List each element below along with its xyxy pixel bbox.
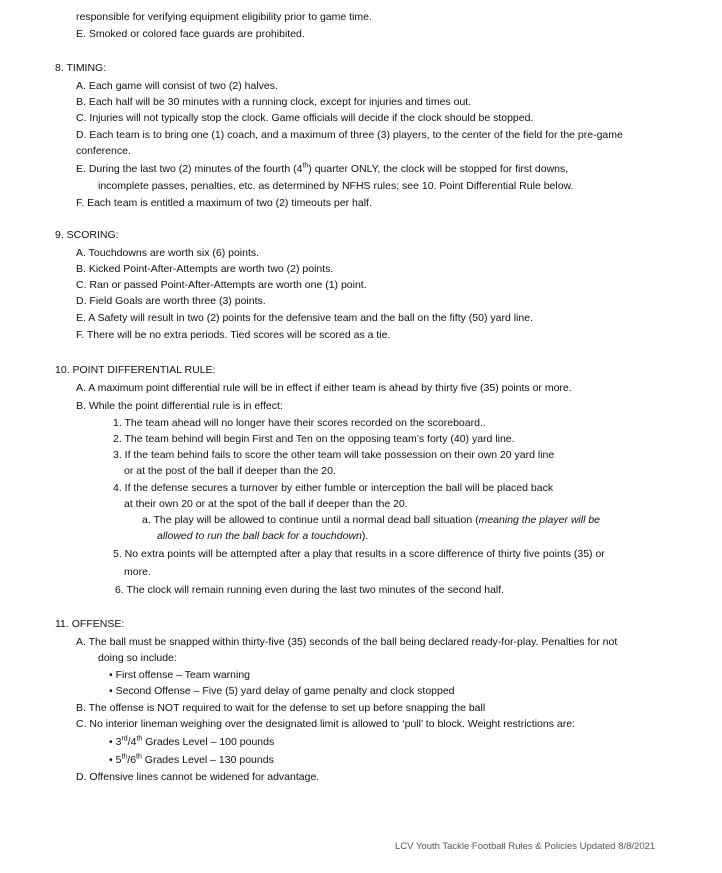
weight-3-4-text: • 3: [109, 736, 122, 748]
section-heading-differential: 10. POINT DIFFERENTIAL RULE:: [55, 364, 216, 376]
section-heading-timing: 8. TIMING:: [55, 62, 107, 74]
superscript: th: [136, 735, 143, 743]
page-footer: LCV Youth Tackle Football Rules & Policies Updated 8/8/2021: [395, 841, 656, 852]
offense-rule-d: D. Offensive lines cannot be widened for advantage.: [76, 771, 320, 783]
differential-item-5-cont: more.: [124, 566, 151, 578]
offense-rule-a-cont: doing so include:: [98, 652, 177, 664]
rule-e-face-guards: E. Smoked or colored face guards are prohibited.: [76, 28, 305, 40]
weight-3-4-mid: /4: [127, 736, 137, 748]
timing-rule-f: F. Each team is entitled a maximum of two (2) timeouts per half.: [76, 197, 372, 209]
offense-rule-b: B. The offense is NOT required to wait for the defense to set up before snapping the ball: [76, 702, 486, 714]
weight-5-6-mid: /6: [127, 754, 137, 766]
scoring-rule-f: F. There will be no extra periods. Tied scores will be scored as a tie.: [76, 329, 391, 341]
weight-5-6-text: • 5: [109, 754, 122, 766]
timing-rule-d-cont: conference.: [76, 145, 131, 157]
differential-rule-a: A. A maximum point differential rule will be in effect if either team is ahead by thirty five (35) points or more.: [76, 382, 572, 394]
weight-3-4-post: Grades Level – 100 pounds: [142, 736, 275, 748]
differential-item-4a-text: a. The play will be allowed to continue until a normal dead ball situation (: [142, 514, 479, 526]
offense-rule-a: A. The ball must be snapped within thirty-five (35) seconds of the ball being declared ready-for-play. Penalties for not: [76, 636, 618, 648]
section-heading-offense: 11. OFFENSE:: [55, 618, 125, 630]
differential-item-4a-close: ).: [361, 530, 369, 542]
timing-rule-d: D. Each team is to bring one (1) coach, and a maximum of three (3) players, to the center of the field for the pre-game: [76, 129, 623, 141]
timing-rule-a: A. Each game will consist of two (2) halves.: [76, 80, 278, 92]
superscript: th: [121, 753, 128, 761]
timing-rule-e-text-cont: ) quarter ONLY, the clock will be stopped for first downs,: [308, 163, 569, 175]
differential-item-4a: [142, 513, 600, 527]
scoring-rule-a: A. Touchdowns are worth six (6) points.: [76, 247, 260, 259]
scoring-rule-e: E. A Safety will result in two (2) points for the defensive team and the ball on the fifty (50) yard line.: [76, 312, 533, 324]
offense-bullet-weight-3-4: [109, 735, 274, 749]
timing-rule-e: [76, 162, 568, 176]
timing-rule-b: B. Each half will be 30 minutes with a running clock, except for injuries and times out.: [76, 96, 472, 108]
superscript: th: [136, 753, 142, 761]
scoring-rule-c: C. Ran or passed Point-After-Attempts are worth one (1) point.: [76, 279, 367, 291]
scoring-rule-b: B. Kicked Point-After-Attempts are worth two (2) points.: [76, 263, 334, 275]
differential-item-3-cont: or at the post of the ball if deeper than the 20.: [124, 465, 336, 477]
differential-item-1: 1. The team ahead will no longer have their scores recorded on the scoreboard..: [113, 417, 486, 429]
differential-item-4a-italic: meaning the player will be: [478, 514, 600, 526]
intro-line: responsible for verifying equipment eligibility prior to game time.: [76, 11, 372, 23]
weight-5-6-post: Grades Level – 130 pounds: [141, 754, 274, 766]
differential-item-4a-cont: [157, 529, 368, 543]
offense-bullet-second-offense: • Second Offense – Five (5) yard delay of game penalty and clock stopped: [109, 685, 455, 697]
offense-bullet-weight-5-6: [109, 753, 274, 767]
differential-rule-b: B. While the point differential rule is in effect:: [76, 400, 283, 412]
timing-rule-c: C. Injuries will not typically stop the clock. Game officials will decide if the clock should be stopped.: [76, 112, 534, 124]
differential-item-3: 3. If the team behind fails to score the other team will take possession on their own 20 yard line: [113, 449, 555, 461]
superscript: rd: [121, 735, 128, 743]
differential-item-5: 5. No extra points will be attempted after a play that results in a score difference of thirty five points (35) or: [113, 548, 605, 560]
differential-item-4a-italic-cont: allowed to run the ball back for a touchdown: [157, 530, 362, 542]
section-heading-scoring: 9. SCORING:: [55, 229, 119, 241]
differential-item-6: 6. The clock will remain running even during the last two minutes of the second half.: [115, 584, 505, 596]
differential-item-4: 4. If the defense secures a turnover by either fumble or interception the ball will be placed back: [113, 482, 554, 494]
differential-item-4-cont: at their own 20 or at the spot of the ball if deeper than the 20.: [124, 498, 408, 510]
offense-bullet-first-offense: • First offense – Team warning: [109, 669, 251, 681]
timing-rule-e-cont: incomplete passes, penalties, etc. as determined by NFHS rules; see 10. Point Differential Rule below.: [98, 180, 574, 192]
scoring-rule-d: D. Field Goals are worth three (3) points.: [76, 295, 266, 307]
differential-item-2: 2. The team behind will begin First and Ten on the opposing team’s forty (40) yard line.: [113, 433, 515, 445]
superscript: th: [302, 162, 309, 170]
offense-rule-c: C. No interior lineman weighing over the designated limit is allowed to ‘pull’ to block. Weight restrictions are:: [76, 718, 575, 730]
timing-rule-e-text: E. During the last two (2) minutes of the fourth (4: [76, 163, 303, 175]
